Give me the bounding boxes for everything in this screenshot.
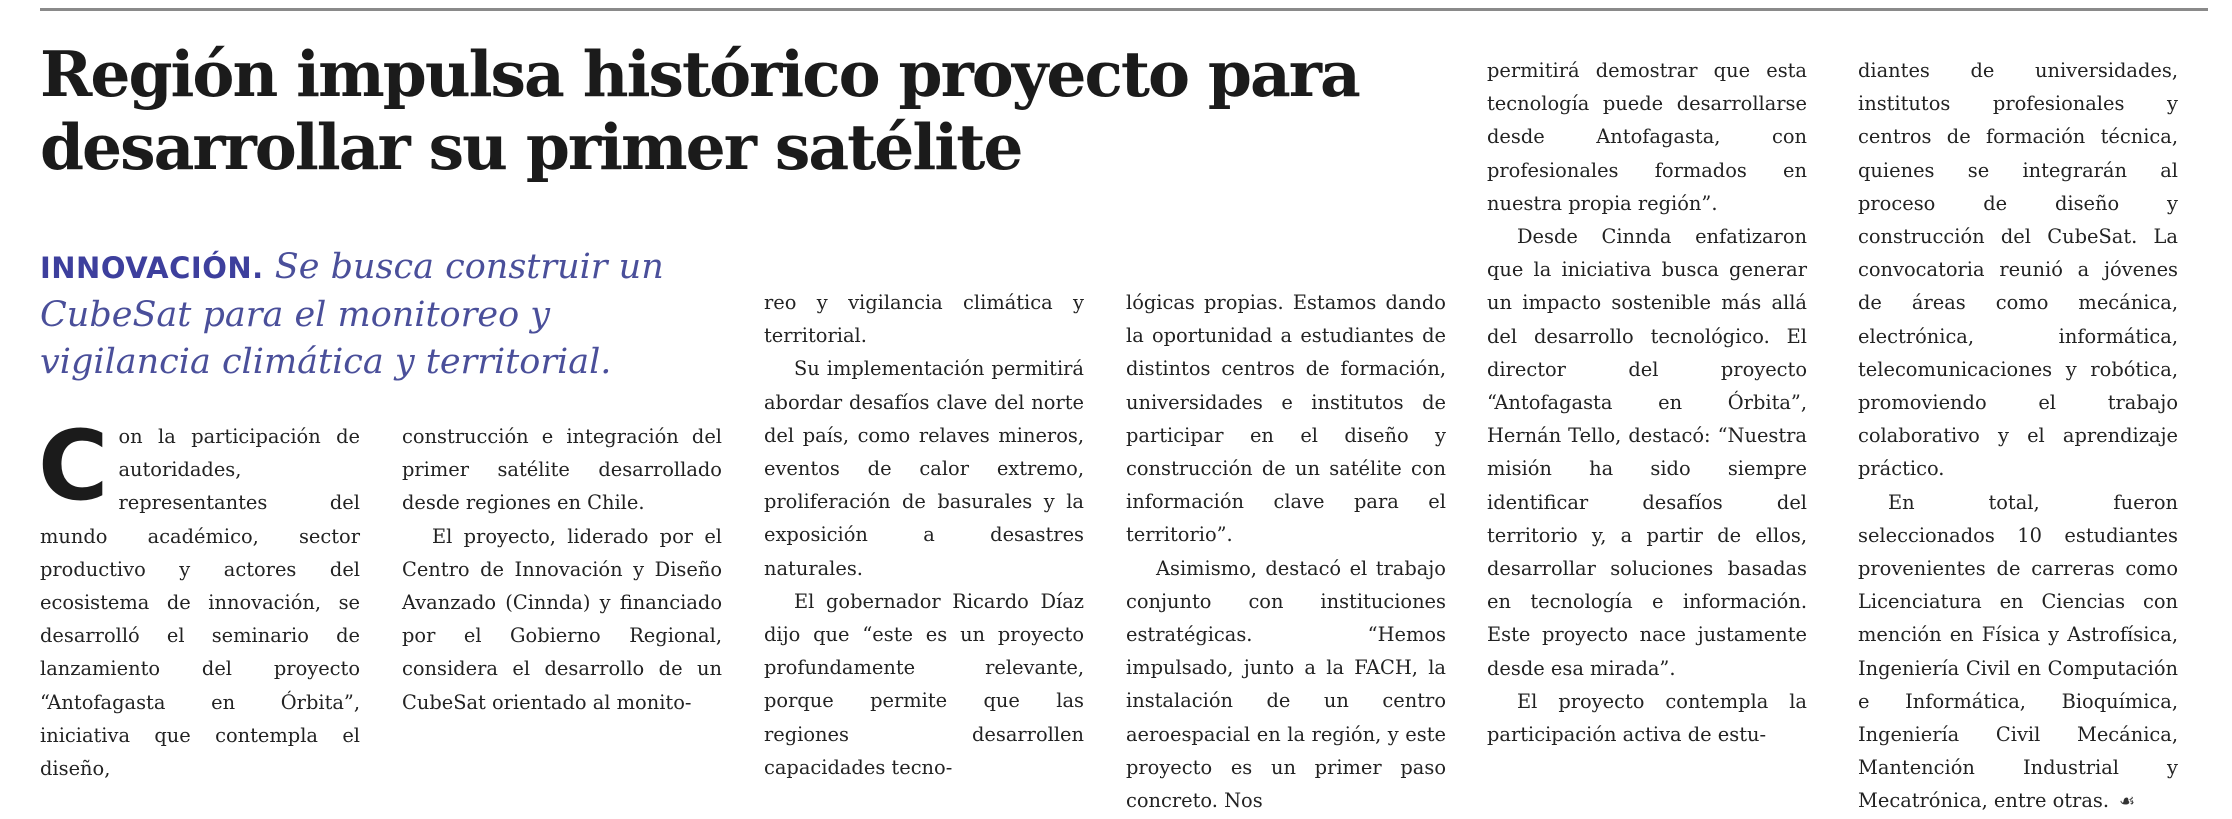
column-6 [1858,54,2178,819]
headline: Región impulsa histórico proyecto para desarrollar su primer satélite [40,37,1359,184]
paragraph: permitirá demostrar que esta tecnología puede desarrollarse desde Antofagasta, con profesionales formados en nuestra propia región”. [1487,59,1807,215]
lead-block [40,244,730,386]
subhead: Se busca construir un CubeSat para el monitoreo y vigilancia climática y territorial. [40,247,664,382]
paragraph: Desde Cinnda enfatizaron que la iniciativa busca generar un impacto sostenible más allá del desarrollo tecnológico. El director del proyecto “Antofagasta en Órbita”, Hernán Tello, destacó: “Nuestra misión ha sido siempre identificar desafíos del territorio y, a partir de ellos, desarrollar soluciones basadas en tecnología e información. Este proyecto nace justamente desde esa mirada”. [1487,225,1807,680]
paragraph: Su implementación permitirá abordar desafíos clave del norte del país, como relaves mineros, eventos de calor extremo, proliferación de basurales y la exposición a desastres naturales. [764,357,1084,580]
paragraph: reo y vigilancia climática y territorial. [764,291,1084,348]
section-kicker: INNOVACIÓN. [40,251,264,285]
paragraph: diantes de universidades, institutos profesionales y centros de formación técnica, quienes se integrarán al proceso de diseño y construcción del CubeSat. La convocatoria reunió a jóvenes de áreas como mecánica, electrónica, informática, telecomunicaciones y robótica, promoviendo el trabajo colaborativo y el aprendizaje práctico. [1858,59,2178,481]
drop-cap: C [38,410,109,522]
paragraph: Con la participación de autoridades, representantes del mundo académico, sector productivo y actores del ecosistema de innovación, se desarrolló el seminario de lanzamiento del proyecto “Antofagasta en Órbita”, iniciativa que contempla el diseño, [38,410,360,781]
column-3 [764,286,1084,784]
paragraph: El gobernador Ricardo Díaz dijo que “este es un proyecto profundamente relevante, porque permite que las regiones desarrollen capacidades tecno- [764,589,1084,779]
paragraph: En total, fueron seleccionados 10 estudiantes provenientes de carreras como Licenciatura en Ciencias con mención en Física y Astrofísica, Ingeniería Civil en Computación e Informática, Bioquímica, Ingeniería Civil Mecánica, Mantención Industrial y Mecatrónica, entre otras. ☙ [1858,490,2178,813]
paragraph: lógicas propias. Estamos dando la oportunidad a estudiantes de distintos centros de formación, universidades e institutos de participar en el diseño y construcción de un satélite con información clave para el territorio”. [1126,291,1446,547]
column-4 [1126,286,1446,817]
paragraph: construcción e integración del primer satélite desarrollado desde regiones en Chile. [402,425,722,515]
column-2 [402,420,722,719]
top-rule [40,8,2208,11]
paragraph: Asimismo, destacó el trabajo conjunto con instituciones estratégicas. “Hemos impulsado, junto a la FACH, la instalación de un centro aeroespacial en la región, y este proyecto es un primer paso concreto. Nos [1126,556,1446,813]
paragraph: El proyecto contempla la participación activa de estu- [1487,689,1807,747]
column-5 [1487,54,1807,751]
end-mark-icon: ☙ [2119,791,2136,813]
column-1 [38,410,360,785]
paragraph: El proyecto, liderado por el Centro de Innovación y Diseño Avanzado (Cinnda) y financiado por el Gobierno Regional, considera el desarrollo de un CubeSat orientado al monito- [402,524,722,714]
